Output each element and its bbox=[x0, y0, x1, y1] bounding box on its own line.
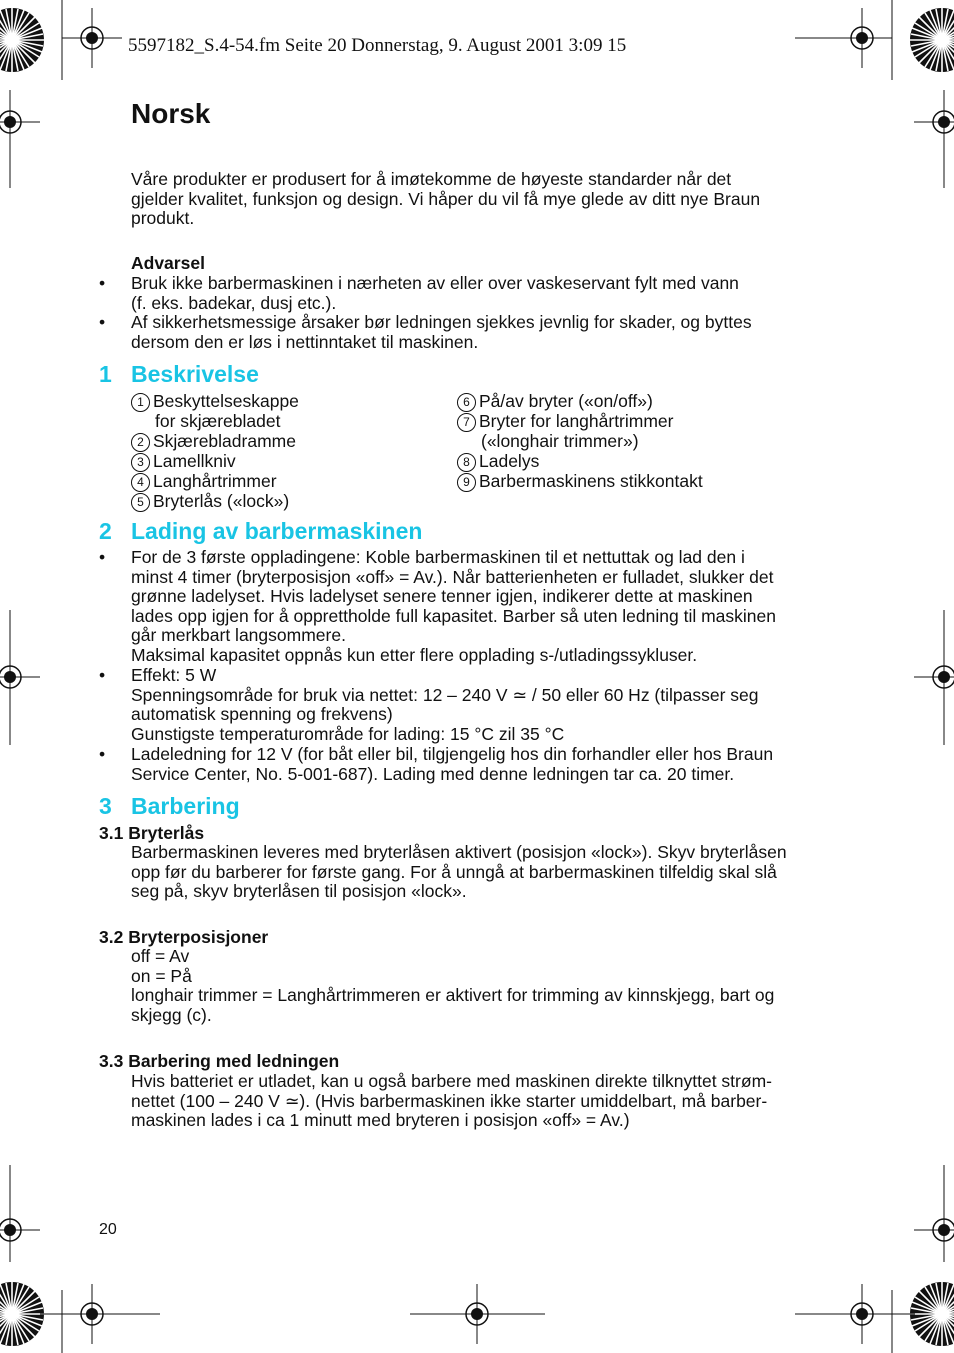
part-item bbox=[131, 452, 299, 472]
text-line: off = Av bbox=[131, 946, 190, 966]
text-line: on = På bbox=[131, 965, 192, 986]
part-number-circle: 4 bbox=[131, 473, 150, 492]
part-item bbox=[457, 392, 703, 412]
text-line: opp før du barberer for første gang. For å unngå at barbermaskinen tilfeldig skal slå bbox=[131, 861, 777, 882]
text-line: Barbermaskinen leveres med bryterlåsen aktivert (posisjon «lock»). Skyv bryterlåsen bbox=[131, 842, 787, 862]
charging-line: Gunstigste temperaturområde for lading: 15 °C zil 35 °C bbox=[131, 723, 565, 744]
charging-line: For de 3 første oppladingene: Koble barbermaskinen til et nettuttak og lad den i bbox=[131, 547, 745, 567]
part-label: Beskyttelseskappe bbox=[153, 391, 299, 411]
text-line: skjegg (c). bbox=[131, 1004, 212, 1025]
parts-list-left bbox=[131, 392, 299, 512]
charging-line: går merkbart langsommere. bbox=[131, 625, 346, 646]
warning-line: (f. eks. badekar, dusj etc.). bbox=[131, 292, 337, 313]
part-label: Ladelys bbox=[479, 450, 540, 471]
charging-line: Spenningsområde for bruk via nettet: 12 – 240 V ≃ / 50 eller 60 Hz (tilpasser seg bbox=[131, 684, 759, 705]
charging-line: lades opp igjen for å opprettholde full kapasitet. Barber så uten ledning til maskinen bbox=[131, 605, 776, 626]
charging-line: Service Center, No. 5-001-687). Lading med denne ledningen tar ca. 20 timer. bbox=[131, 763, 735, 784]
part-label: Bryter for langhårtrimmer bbox=[479, 411, 674, 431]
part-item bbox=[457, 452, 703, 472]
part-label: Skjærebladramme bbox=[153, 430, 296, 451]
part-number-circle: 7 bbox=[457, 413, 476, 432]
warning-item bbox=[99, 313, 859, 353]
part-number-circle: 5 bbox=[131, 493, 150, 512]
part-item-continued: for skjærebladet bbox=[155, 411, 281, 431]
text-line: seg på, skyv bryterlåsen til posisjon «lock». bbox=[131, 881, 467, 902]
bullet: • bbox=[99, 312, 106, 332]
charging-line: Ladeledning for 12 V (for båt eller bil, tilgjengelig hos din forhandler eller hos Braun bbox=[131, 744, 774, 764]
part-number-circle: 6 bbox=[457, 393, 476, 412]
part-item bbox=[457, 412, 703, 432]
page-title: Norsk bbox=[131, 98, 211, 129]
section-1-heading bbox=[99, 361, 499, 389]
part-label: Bryterlås («lock») bbox=[153, 490, 290, 511]
charging-line: grønne ladelyset. Hvis ladelyset senere tenner igjen, indikerer dette at maskinen bbox=[131, 586, 753, 607]
intro-line: produkt. bbox=[131, 208, 195, 229]
part-label: Lamellkniv bbox=[153, 450, 236, 471]
section-number: 1 bbox=[99, 361, 112, 387]
section-number: 2 bbox=[99, 518, 112, 544]
part-number-circle: 2 bbox=[131, 433, 150, 452]
part-label: Barbermaskinens stikkontakt bbox=[479, 470, 703, 491]
text-line: maskinen lades i ca 1 minutt med bryteren i posisjon «off» = Av.) bbox=[131, 1110, 630, 1131]
charging-item bbox=[99, 548, 879, 668]
parts-list-right bbox=[457, 392, 703, 492]
warning-line: Af sikkerhetsmessige årsaker bør ledningen sjekkes jevnlig for skader, og byttes bbox=[131, 312, 752, 332]
part-item bbox=[131, 472, 299, 492]
section-title: Lading av barbermaskinen bbox=[131, 518, 423, 544]
section-title: Beskrivelse bbox=[131, 361, 259, 387]
part-item-continued: («longhair trimmer») bbox=[481, 431, 639, 451]
part-item bbox=[131, 392, 299, 412]
warning-line: Bruk ikke barbermaskinen i nærheten av eller over vaskeservant fylt med vann bbox=[131, 273, 739, 293]
section-number: 3 bbox=[99, 793, 112, 819]
subsection-3-1-text bbox=[131, 843, 787, 902]
section-title: Barbering bbox=[131, 793, 240, 819]
intro-line: Våre produkter er produsert for å imøtekomme de høyeste standarder når det bbox=[131, 169, 732, 189]
charging-item bbox=[99, 745, 879, 785]
part-number-circle: 3 bbox=[131, 453, 150, 472]
part-number-circle: 1 bbox=[131, 393, 150, 412]
section-2-heading bbox=[99, 518, 599, 546]
part-label: Langhårtrimmer bbox=[153, 470, 277, 491]
part-item bbox=[131, 492, 299, 512]
subsection-3-1-heading: 3.1 Bryterlås bbox=[99, 823, 205, 843]
bullet: • bbox=[99, 744, 106, 764]
bullet: • bbox=[99, 273, 106, 293]
part-number-circle: 8 bbox=[457, 453, 476, 472]
subsection-3-3-text bbox=[131, 1072, 772, 1131]
warning-item bbox=[99, 274, 859, 314]
bullet: • bbox=[99, 547, 106, 567]
page-number: 20 bbox=[99, 1221, 117, 1238]
charging-item bbox=[99, 666, 879, 746]
warning-line: dersom den er løs i nettinntaket til maskinen. bbox=[131, 331, 479, 352]
subsection-3-2-heading: 3.2 Bryterposisjoner bbox=[99, 927, 269, 947]
intro-paragraph bbox=[131, 170, 760, 229]
part-item bbox=[131, 432, 299, 452]
text-line: Hvis batteriet er utladet, kan u også barbere med maskinen direkte tilknyttet strøm- bbox=[131, 1071, 772, 1091]
bullet: • bbox=[99, 665, 106, 685]
warning-heading: Advarsel bbox=[131, 253, 205, 273]
charging-line: Maksimal kapasitet oppnås kun etter flere opplading s-/utladingssykluser. bbox=[131, 644, 698, 665]
part-item bbox=[457, 472, 703, 492]
text-line: nettet (100 – 240 V ≃). (Hvis barbermaskinen ikke starter umiddelbart, må barber- bbox=[131, 1090, 768, 1111]
charging-line: automatisk spenning og frekvens) bbox=[131, 704, 393, 725]
intro-line: gjelder kvalitet, funksjon og design. Vi håper du vil få mye glede av ditt nye Braun bbox=[131, 188, 761, 209]
subsection-3-3-heading: 3.3 Barbering med ledningen bbox=[99, 1051, 340, 1071]
text-line: longhair trimmer = Langhårtrimmeren er aktivert for trimming av kinnskjegg, bart og bbox=[131, 985, 775, 1006]
part-number-circle: 9 bbox=[457, 473, 476, 492]
part-label: På/av bryter («on/off») bbox=[479, 391, 653, 411]
subsection-3-2-text bbox=[131, 947, 774, 1025]
section-3-heading bbox=[99, 793, 499, 821]
file-header: 5597182_S.4-54.fm Seite 20 Donnerstag, 9. August 2001 3:09 15 bbox=[128, 35, 627, 56]
charging-line: Effekt: 5 W bbox=[131, 665, 217, 685]
charging-line: minst 4 timer (bryterposisjon «off» = Av.). Når batterienheten er fulladet, slukker det bbox=[131, 566, 774, 587]
